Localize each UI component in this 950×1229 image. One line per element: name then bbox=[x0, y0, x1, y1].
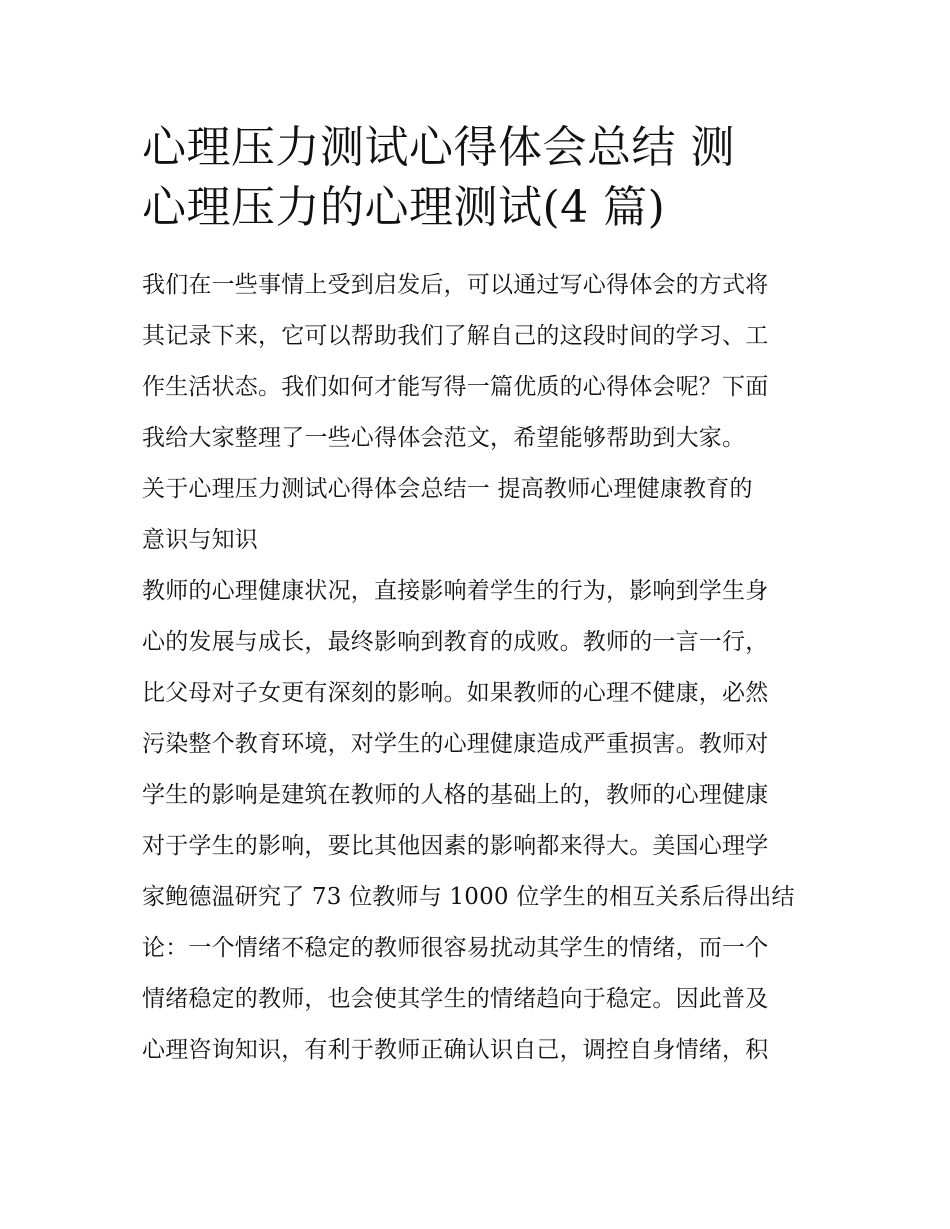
body-line: 污染整个教育环境，对学生的心理健康造成严重损害。教师对 bbox=[142, 731, 769, 757]
title-line: 心理压力测试心得体会总结 测 bbox=[142, 122, 735, 173]
intro-line: 其记录下来，它可以帮助我们了解自己的这段时间的学习、工 bbox=[142, 323, 769, 349]
body-line: 教师的心理健康状况，直接影响着学生的行为，影响到学生身 bbox=[142, 578, 769, 604]
section-heading bbox=[142, 464, 814, 566]
intro-line: 作生活状态。我们如何才能写得一篇优质的心得体会呢？下面 bbox=[142, 374, 769, 400]
document-content bbox=[142, 118, 814, 1076]
body-line: 论：一个情绪不稳定的教师很容易扰动其学生的情绪，而一个 bbox=[142, 935, 769, 961]
body-line: 家鲍德温研究了 73 位教师与 1000 位学生的相互关系后得出结 bbox=[142, 884, 795, 910]
body-line: 情绪稳定的教师，也会使其学生的情绪趋向于稳定。因此普及 bbox=[142, 986, 769, 1012]
body-line: 心的发展与成长，最终影响到教育的成败。教师的一言一行， bbox=[142, 629, 769, 655]
intro-paragraph bbox=[142, 260, 814, 464]
body-line: 比父母对子女更有深刻的影响。如果教师的心理不健康，必然 bbox=[142, 680, 769, 706]
document-title bbox=[142, 118, 814, 238]
section-heading-line: 关于心理压力测试心得体会总结一 提高教师心理健康教育的 bbox=[142, 476, 753, 502]
intro-line: 我们在一些事情上受到启发后，可以通过写心得体会的方式将 bbox=[142, 272, 769, 298]
body-line: 心理咨询知识，有利于教师正确认识自己，调控自身情绪，积 bbox=[142, 1037, 769, 1063]
body-line: 学生的影响是建筑在教师的人格的基础上的，教师的心理健康 bbox=[142, 782, 769, 808]
body-paragraph bbox=[142, 566, 814, 1076]
body-line: 对于学生的影响，要比其他因素的影响都来得大。美国心理学 bbox=[142, 833, 769, 859]
title-line: 心理压力的心理测试(4 篇) bbox=[142, 182, 666, 233]
section-heading-line: 意识与知识 bbox=[142, 527, 258, 553]
intro-line: 我给大家整理了一些心得体会范文，希望能够帮助到大家。 bbox=[142, 425, 746, 451]
